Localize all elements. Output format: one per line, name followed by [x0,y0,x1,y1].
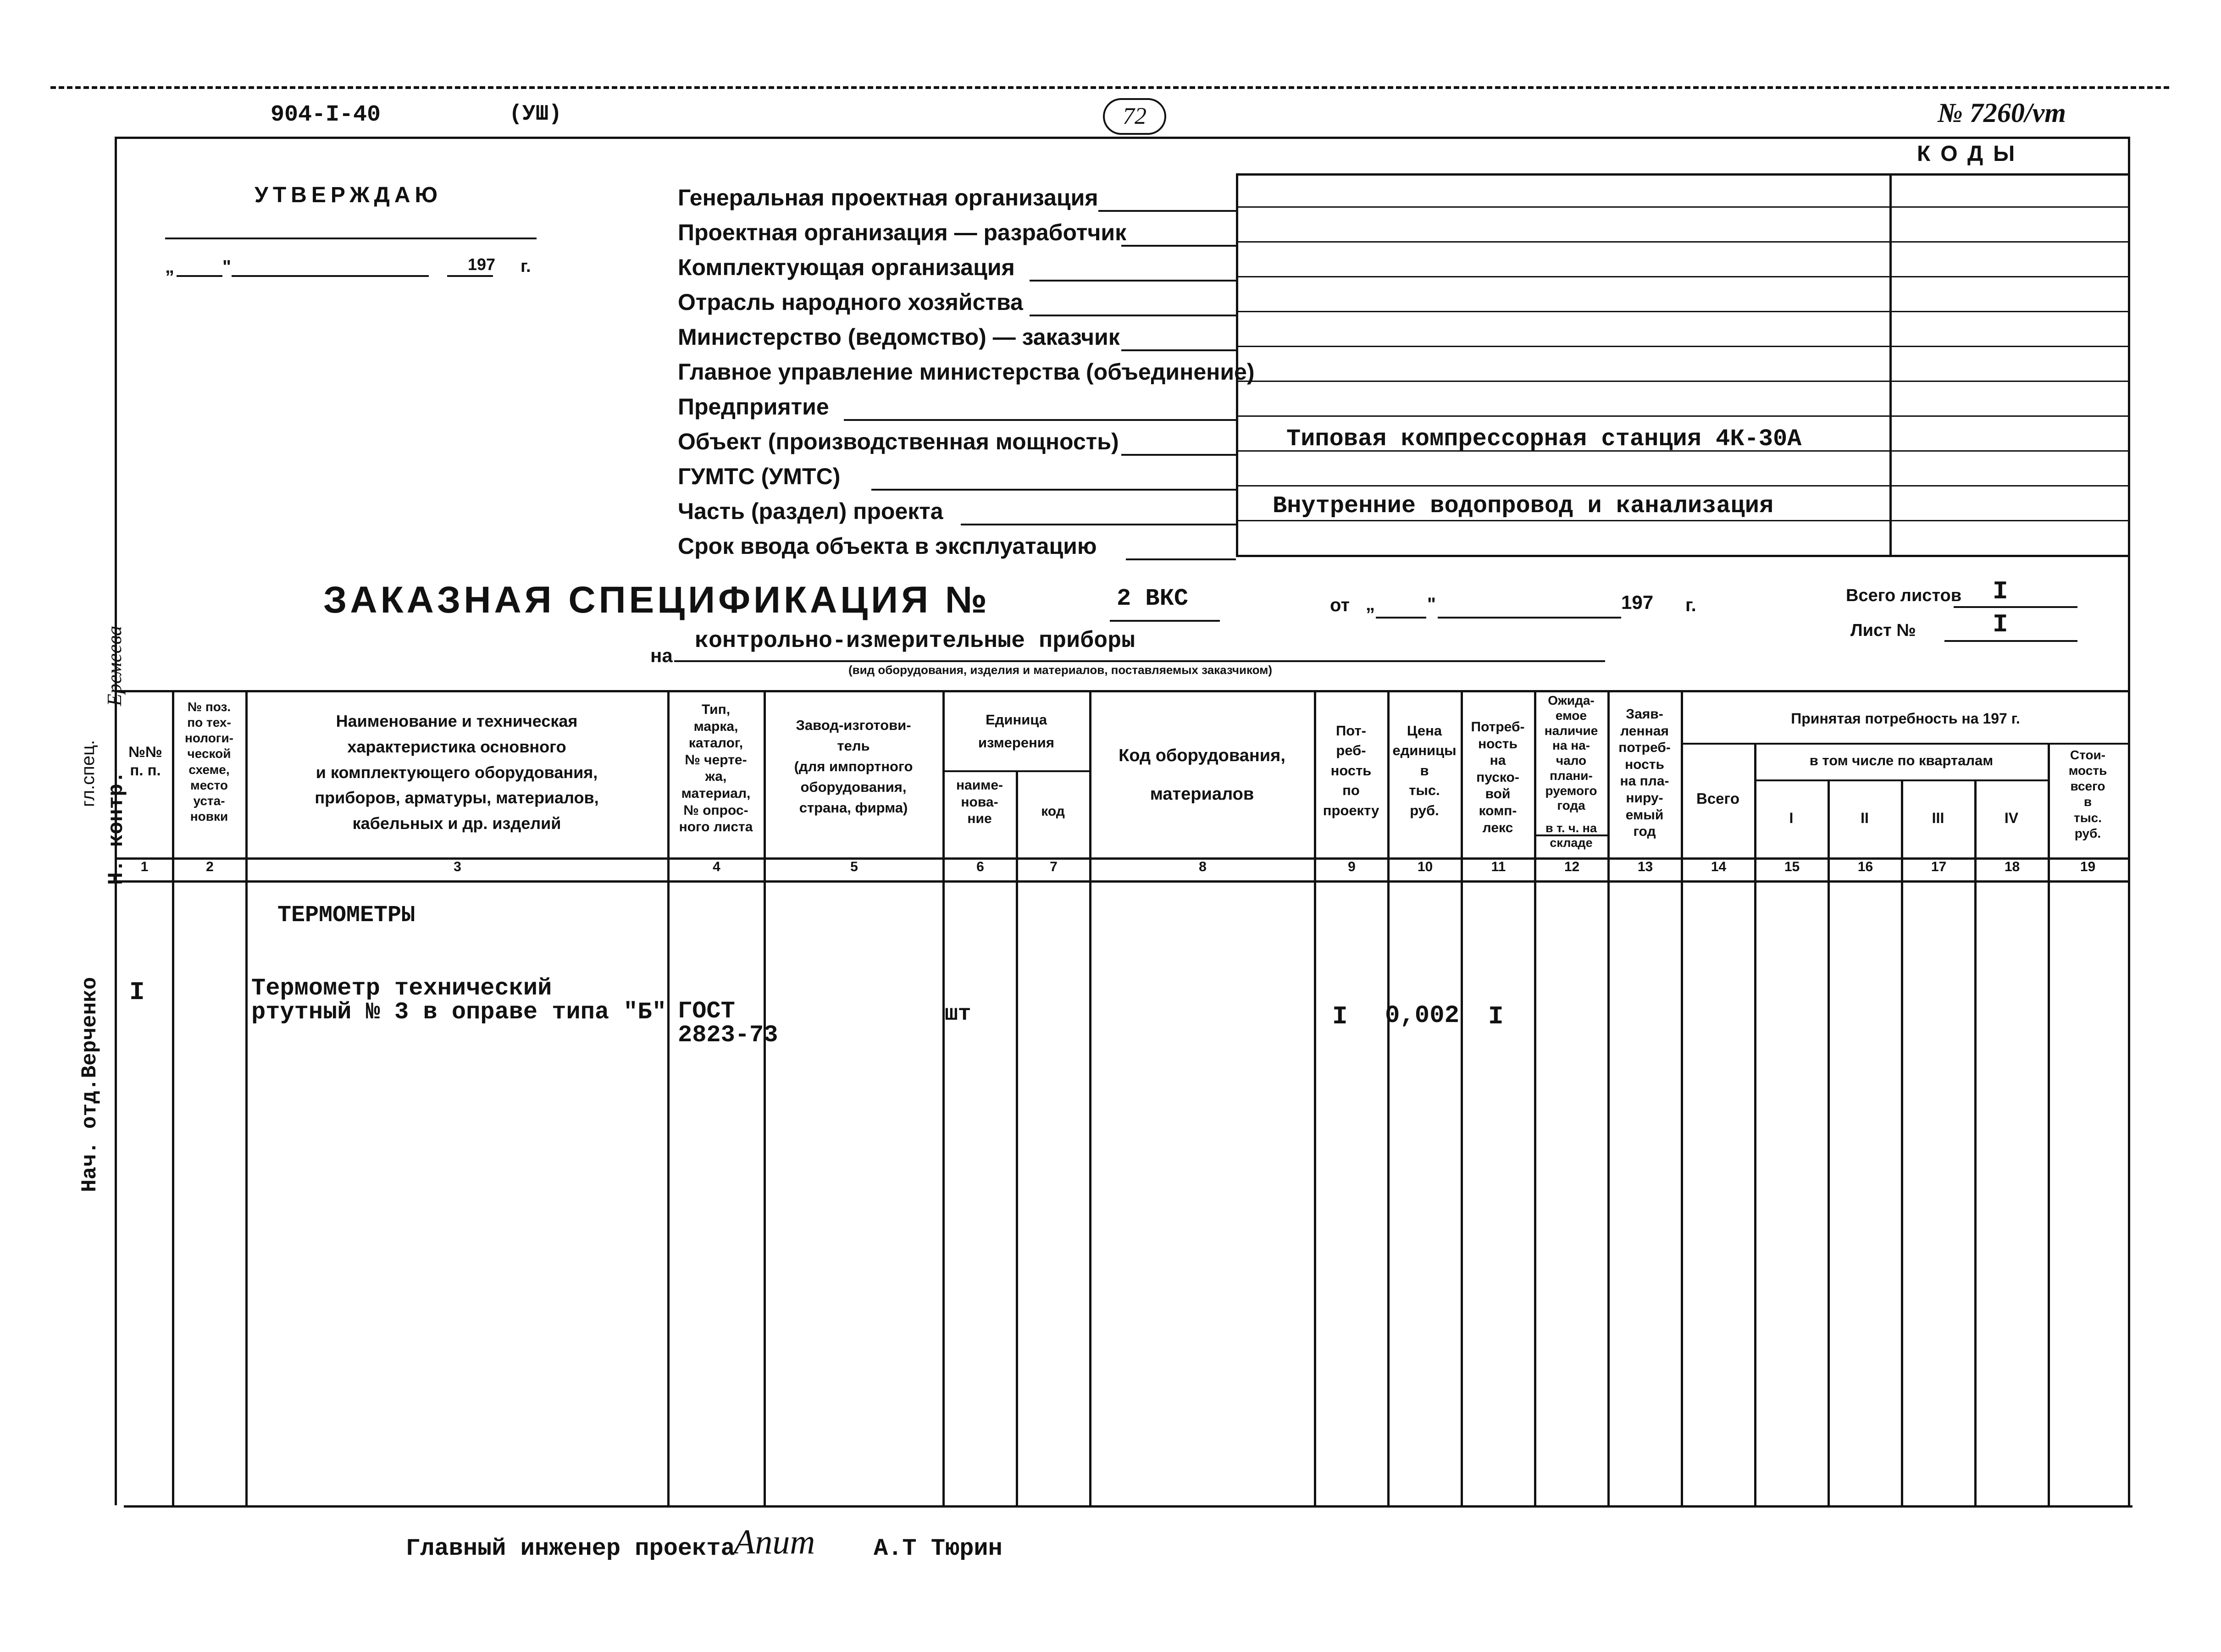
col-header-14: Всего [1696,790,1739,807]
subject-caption: (вид оборудования, изделия и материалов, поставляемых заказчиком) [848,663,1273,677]
org-label-ministry: Министерство (ведомство) — заказчик [678,324,1120,350]
approval-date-quote-close: " [222,257,231,277]
col-header-9: Пот- реб- ность по проекту [1323,723,1379,818]
column-number: 14 [1711,859,1727,874]
codes-row-line [1236,381,2128,382]
col-header-8: Код оборудования, материалов [1119,746,1285,804]
codes-row-line [1236,520,2128,521]
col-header-16: II [1861,810,1869,826]
col-header-19: Стои- мость всего в тыс. руб. [2068,748,2107,840]
column-number: 5 [850,859,858,874]
total-sheets-value: I [1993,577,2008,606]
row-number: I [129,978,145,1007]
spec-number-line [1110,620,1220,622]
side-stamp-line2-extra: Еремеева [103,625,126,706]
org-label-gumts: ГУМТС (УМТС) [678,464,841,489]
column-number: 10 [1417,859,1433,874]
codes-top-border [1236,173,2128,176]
table-bottom-border [124,1505,2132,1508]
org-label-enterprise: Предприятие [678,394,829,420]
col-divider [1754,743,1756,1505]
quarters-group-line [1754,779,2048,781]
side-stamp-line1-extra: гл.спец. [78,740,98,807]
unit-group-header: Единица измерения [978,712,1054,751]
approval-title: УТВЕРЖДАЮ [255,183,442,207]
date-quote-close: " [1427,594,1436,614]
org-label-industry: Отрасль народного хозяйства [678,289,1023,315]
row-type: ГОСТ 2823-73 [678,998,778,1049]
org-fill-line [1121,349,1236,351]
org-label-supplier: Комплектующая организация [678,254,1015,280]
column-number: 12 [1564,859,1580,874]
total-sheets-line [1954,606,2077,608]
column-number: 11 [1491,859,1506,874]
col-header-12: Ожида- емое наличие на на- чало плани- руемого года [1544,693,1598,813]
col-header-18: IV [2004,810,2019,826]
org-fill-line [1030,280,1236,282]
org-label-general: Генеральная проектная организация [678,185,1098,210]
column-number: 8 [1199,859,1207,874]
approval-signature-line [165,238,537,239]
col-header-2: № поз. по тех- нологи- ческой схеме, место уста- новки [184,700,234,824]
org-value-object: Типовая компрессорная станция 4К-30А [1286,425,1802,453]
column-number: 18 [2004,859,2020,874]
org-fill-line [1121,245,1236,247]
subject-prefix: на [650,645,673,666]
subject-value: контрольно-измерительные приборы [695,628,1135,654]
codes-header: КОДЫ [1917,142,2025,166]
codes-bottom-border [1236,555,2128,557]
quarters-group-header: в том числе по кварталам [1809,752,1994,768]
org-label-object: Объект (производственная мощность) [678,429,1119,454]
page-number: 72 [1103,98,1166,135]
col-header-17: III [1932,810,1944,826]
codes-mid-border [1889,173,1892,555]
total-sheets-label: Всего листов [1846,586,1962,605]
codes-row-line [1236,311,2128,312]
col-header-3: Наименование и техническая характеристика основного и комплектующего оборудования, приборов, арматуры, материалов, кабельных и др. изделий [315,712,599,833]
date-day-line [1376,617,1426,619]
approval-day-line [177,275,222,277]
column-number: 19 [2080,859,2096,874]
section-title: ТЕРМОМЕТРЫ [277,902,415,928]
column-number: 6 [976,859,984,874]
col-header-10: Цена единицы в тыс. руб. [1392,723,1457,818]
row-price: 0,002 [1385,1002,1460,1030]
row-name: Термометр технический ртутный № 3 в оправе типа "Б" [251,975,666,1026]
org-fill-line [1126,558,1236,560]
column-number: 3 [454,859,461,874]
codes-row-line [1236,241,2128,243]
footer-label: Главный инженер проекта [406,1535,735,1562]
col-divider [1681,690,1683,1505]
org-label-project-part: Часть (раздел) проекта [678,498,943,524]
column-number: 15 [1784,859,1800,874]
col-header-15: I [1789,810,1794,826]
date-from-label: от [1330,595,1350,615]
col-header-5: Завод-изготови- тель (для импортного оборудования, страна, фирма) [794,717,913,816]
footer-name: А.Т Тюрин [874,1535,1002,1562]
subject-line [674,660,1605,662]
accepted-group-line [1681,743,2128,745]
col-header-4: Тип, марка, каталог, № черте- жа, материал, № опрос- ного листа [679,702,753,835]
col-divider [1089,690,1091,1505]
date-year: 197 [1621,591,1654,613]
approval-month-line [232,275,429,277]
col-header-6: наиме- нова- ние [956,778,1003,827]
row-unit: шт [945,1002,971,1027]
col-divider [2048,743,2050,1505]
codes-row-line [1236,485,2128,486]
column-number: 17 [1931,859,1947,874]
approval-year-line [447,275,493,277]
frame-top [115,137,2128,139]
col-header-7: код [1041,804,1065,819]
row-need-project: I [1332,1002,1348,1031]
org-fill-line [1121,454,1236,456]
org-value-project-part: Внутренние водопровод и канализация [1273,492,1774,519]
col-divider [1901,779,1903,1505]
org-fill-line [844,419,1236,421]
document-number: № 7260/vm [1938,98,2066,128]
codes-row-line [1236,346,2128,347]
column-number: 4 [713,859,720,874]
approval-year-suffix: г. [521,257,531,276]
org-fill-line [1098,210,1236,212]
org-fill-line [871,489,1236,491]
series-code: 904-I-40 [271,102,381,128]
column-number: 2 [206,859,214,874]
accepted-group-header: Принятая потребность на 197 г. [1791,710,2020,727]
sheet-value: I [1993,610,2008,639]
col-header-13: Заяв- ленная потреб- ность на пла- ниру- емый год [1618,707,1671,840]
table-top-border [115,690,2128,692]
date-month-line [1438,617,1621,619]
volume-code: (УШ) [509,102,562,127]
approval-year: 197 [468,255,496,274]
col-divider [1828,779,1830,1505]
column-number: 7 [1050,859,1058,874]
codes-row-line [1236,276,2128,277]
org-fill-line [961,524,1236,525]
sheet-line [1944,640,2077,642]
unit-group-line [942,770,1089,772]
codes-row-line [1236,415,2128,417]
org-label-main-directorate: Главное управление министерства (объединение) [678,359,1255,385]
spec-number: 2 ВКС [1117,585,1189,612]
column-number: 1 [140,859,149,874]
col-header-12-sub: в т. ч. на складе [1545,821,1597,850]
row-need-start: I [1488,1002,1504,1031]
sheet-label: Лист № [1850,621,1916,640]
approval-date-quote: „ [165,257,174,277]
table-colnum-bottom [115,880,2128,883]
org-label-commissioning: Срок ввода объекта в эксплуатацию [678,533,1097,559]
side-stamp-line1: Нач. отд.Верченко [78,977,102,1192]
column-number: 16 [1857,859,1873,874]
spec-title: ЗАКАЗНАЯ СПЕЦИФИКАЦИЯ № [323,579,991,621]
col-header-11: Потреб- ность на пуско- вой комп- лекс [1471,719,1525,835]
top-edge-line [50,86,2169,89]
date-year-suffix: г. [1685,595,1696,615]
col-divider [1016,770,1018,1505]
side-stamp-line2: Н. контр. [105,771,128,885]
col-divider [1974,779,1977,1505]
column-number: 13 [1637,859,1653,874]
date-quote: „ [1366,594,1375,614]
column-number: 9 [1348,859,1356,874]
org-fill-line [1030,315,1236,316]
footer-signature: Апит [734,1523,815,1561]
col-header-1: №№ п. п. [128,743,162,779]
org-label-developer: Проектная организация — разработчик [678,220,1127,245]
frame-right [2128,137,2130,1505]
codes-row-line [1236,206,2128,208]
